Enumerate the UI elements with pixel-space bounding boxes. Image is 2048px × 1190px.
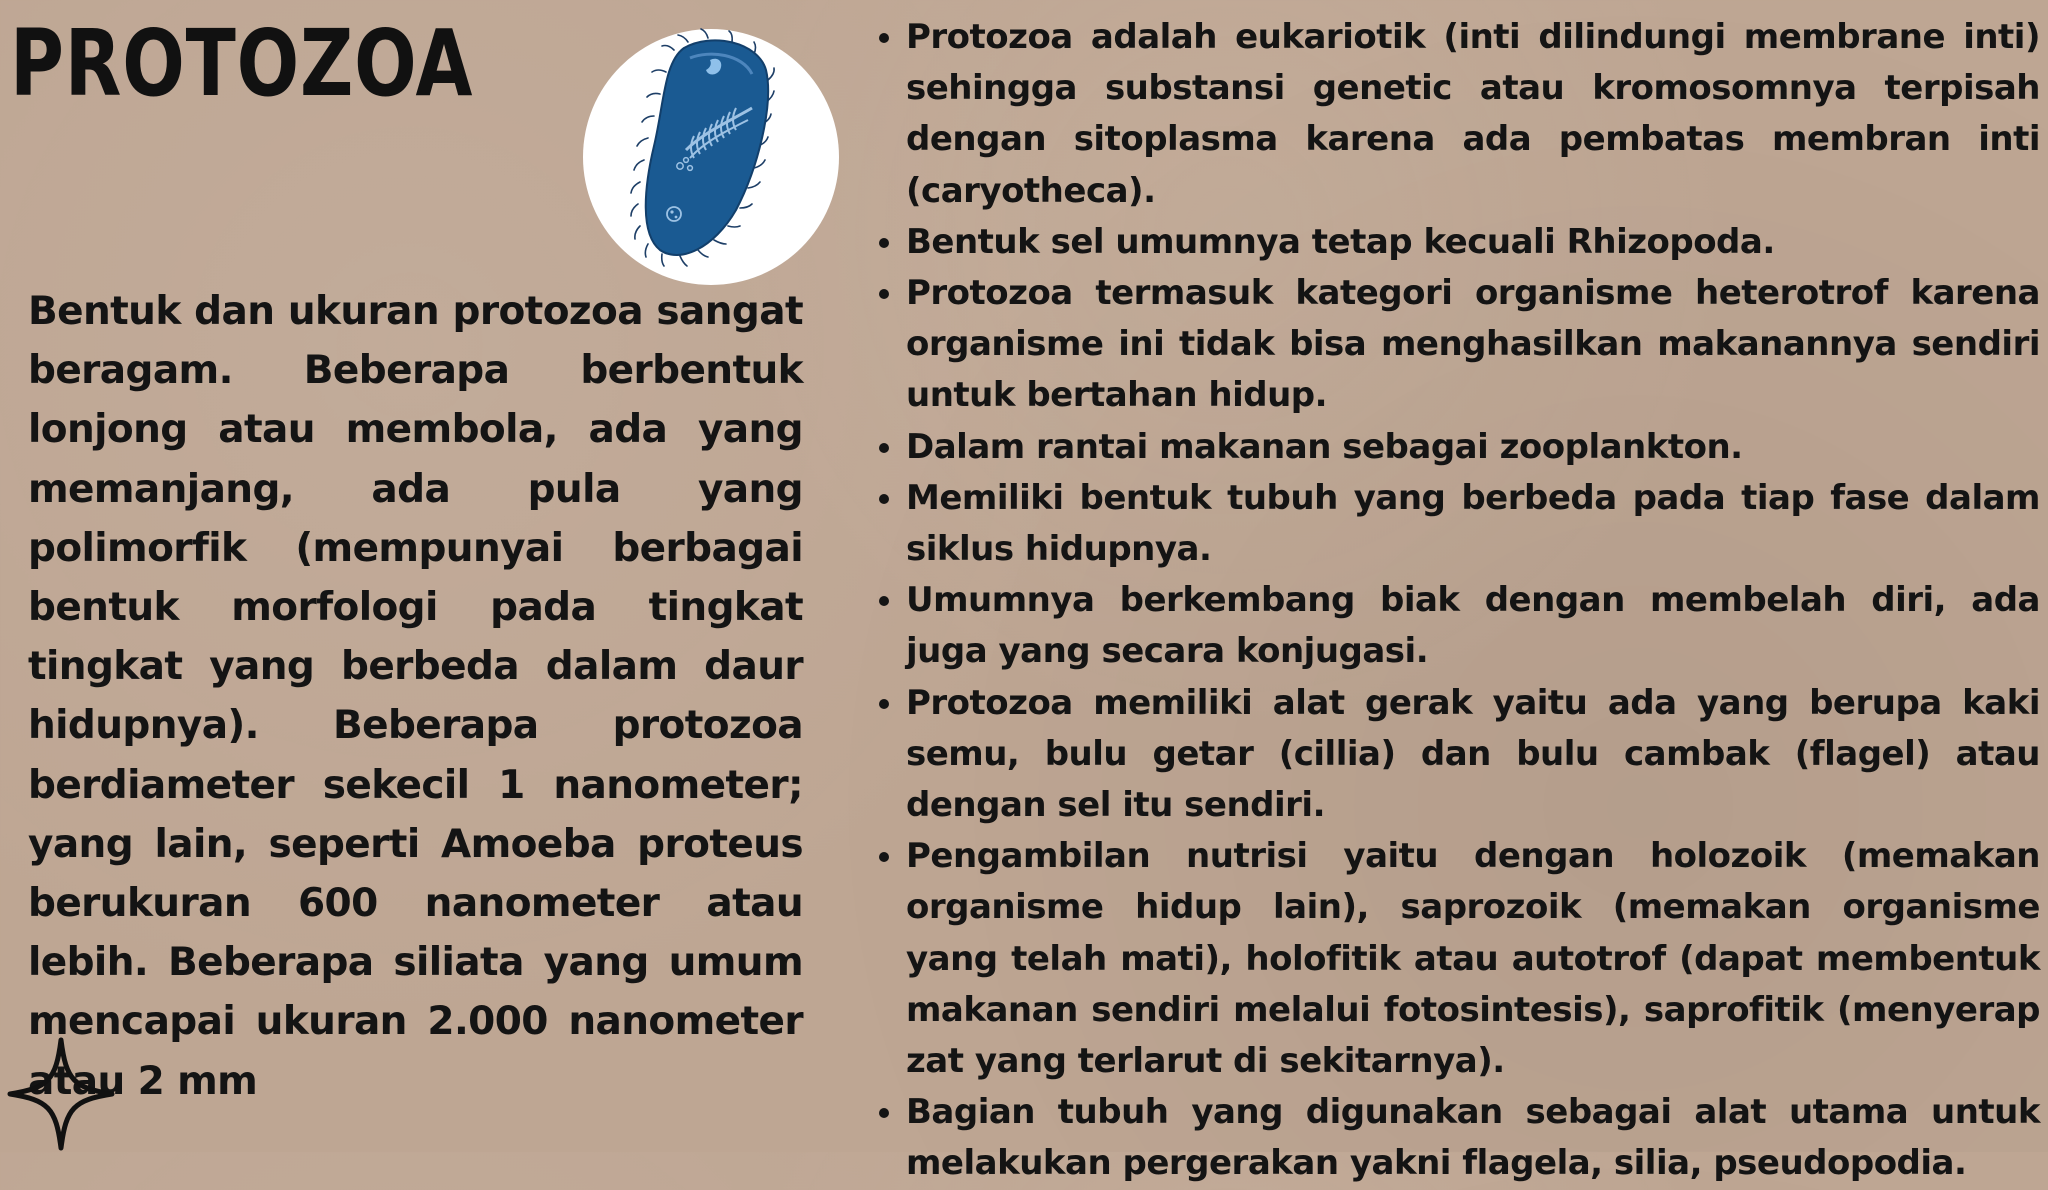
fact-item: • Protozoa termasuk kategori organisme heterotrof karena organisme ini tidak bisa menghasilkan makanannya sendiri untuk bertahan hidup. xyxy=(906,268,2040,422)
four-point-star-icon xyxy=(6,1036,116,1152)
intro-paragraph: Bentuk dan ukuran protozoa sangat beragam. Beberapa berbentuk lonjong atau membola, ada yang memanjang, ada pula yang polimorfik (mempunyai berbagai bentuk morfologi pada tingkat tingkat yang berbeda dalam daur hidupnya). Beberapa protozoa berdiameter sekecil 1 nanometer; yang lain, seperti Amoeba proteus berukuran 600 nanometer atau lebih. Beberapa siliata yang umum mencapai ukuran 2.000 nanometer atau 2 mm xyxy=(28,289,803,1104)
fact-item: • Bentuk sel umumnya tetap kecuali Rhizopoda. xyxy=(906,217,2040,268)
slide-title: PROTOZOA xyxy=(10,10,474,117)
fact-item: • Dalam rantai makanan sebagai zooplankton. xyxy=(906,422,2040,473)
paramecium-icon xyxy=(582,28,840,286)
fact-item: • Pengambilan nutrisi yaitu dengan holozoik (memakan organisme hidup lain), saprozoik (memakan organisme yang telah mati), holofitik atau autotrof (dapat membentuk makanan sendiri melalui fotosintesis), saprofitik (menyerap zat yang terlarut di sekitarnya). xyxy=(906,831,2040,1087)
fact-item: • Protozoa memiliki alat gerak yaitu ada yang berupa kaki semu, bulu getar (cillia) dan bulu cambak (flagel) atau dengan sel itu sendiri. xyxy=(906,678,2040,832)
fact-item: • Protozoa adalah eukariotik (inti dilindungi membrane inti) sehingga substansi genetic atau kromosomnya terpisah dengan sitoplasma karena ada pembatas membran inti (caryotheca). xyxy=(906,12,2040,217)
fact-item: • Umumnya berkembang biak dengan membelah diri, ada juga yang secara konjugasi. xyxy=(906,575,2040,677)
fact-item: • Memiliki bentuk tubuh yang berbeda pada tiap fase dalam siklus hidupnya. xyxy=(906,473,2040,575)
facts-list xyxy=(872,12,2040,1190)
fact-item: • Bagian tubuh yang digunakan sebagai alat utama untuk melakukan pergerakan yakni flagela, silia, pseudopodia. xyxy=(906,1087,2040,1189)
